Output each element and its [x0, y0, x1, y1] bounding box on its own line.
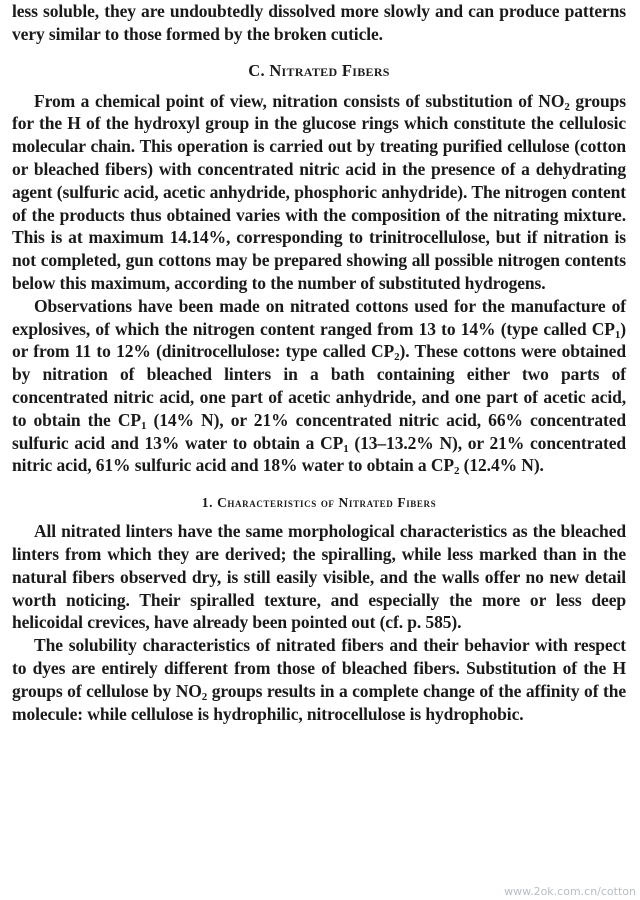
text-run: (14% N), or 21% concentrated nitric acid, 66% concentrated sulfuric acid and 13% water to obtain a CP: [12, 409, 626, 453]
subscript: 2: [453, 465, 460, 478]
section-letter: C.: [248, 60, 265, 80]
text-run: From a chemical point of view, nitration consists of substitution of NO: [34, 90, 565, 111]
subsection-number: 1.: [201, 495, 214, 511]
paragraph-nitration-chemistry: [12, 90, 626, 295]
text-run: ). These cottons were obtained by nitration of bleached linters in a bath containing either two parts of concentrated nitric acid, one part of acetic anhydride, and one part of acetic acid, to obtain the CP: [12, 341, 626, 430]
text-run: groups for the H of the hydroxyl group in the glucose rings which constitute the cellulosic molecular chain. This operation is carried out by treating purified cellulose (cotton or bleached fibers) with concentrated nitric acid in the presence of a dehydrating agent (sulfuric acid, acetic anhydride, phosphoric anhydride). The nitrogen content of the products thus obtained varies with the composition of the nitrating mixture. This is at maximum 14.14%, corresponding to trinitrocellulose, but if nitration is not completed, gun cottons may be prepared showing all possible nitrogen contents below this maximum, according to the number of substituted hydrogens.: [12, 90, 627, 293]
text-run: (12.4% N).: [459, 455, 544, 476]
paragraph-morphology: All nitrated linters have the same morphological characteristics as the bleached linters from which they are derived; the spiralling, while less marked than in the natural fibers observed dry, is still easily visible, and the walls offer no new detail worth noticing. Their spiralled texture, and especially the more or less deep helicoidal crevices, have already been pointed out (cf. p. 585).: [12, 521, 626, 633]
text-run: groups results in a complete change of the affinity of the molecule: while cellulose is hydrophilic, nitrocellulose is hydrophobic.: [12, 680, 626, 724]
subsection-title: Characteristics of Nitrated Fibers: [217, 495, 437, 511]
paragraph-nitrated-cottons: [12, 295, 626, 477]
text-run: Observations have been made on nitrated cottons used for the manufacture of explosives, of which the nitrogen content ranged from 13 to 14% (type called CP: [12, 295, 626, 339]
document-page: [12, 0, 626, 725]
paragraph-solubility: [12, 634, 626, 725]
paragraph-continued: less soluble, they are undoubtedly dissolved more slowly and can produce patterns very similar to those formed by the broken cuticle.: [12, 1, 626, 44]
subscript: 2: [394, 351, 400, 364]
subscript: 2: [201, 690, 208, 703]
watermark: www.2ok.com.cn/cotton: [504, 885, 636, 898]
subscript: 1: [614, 328, 621, 341]
text-run: (13–13.2% N), or 21% concentrated nitric acid, 61% sulfuric acid and 18% water to obtain a CP: [12, 432, 626, 476]
subscript: 2: [564, 100, 570, 113]
text-run: The solubility characteristics of nitrated fibers and their behavior with respect to dyes are entirely different from those of bleached fibers. Substitution of the H groups of cellulose by NO: [12, 635, 626, 701]
subscript: 1: [343, 442, 349, 455]
section-title: Nitrated Fibers: [269, 60, 390, 80]
text-run: ) or from 11 to 12% (dinitrocellulose: type called CP: [12, 318, 626, 362]
subsection-heading-1: [12, 495, 626, 511]
section-heading-c: [12, 61, 626, 81]
subscript: 1: [140, 419, 147, 432]
